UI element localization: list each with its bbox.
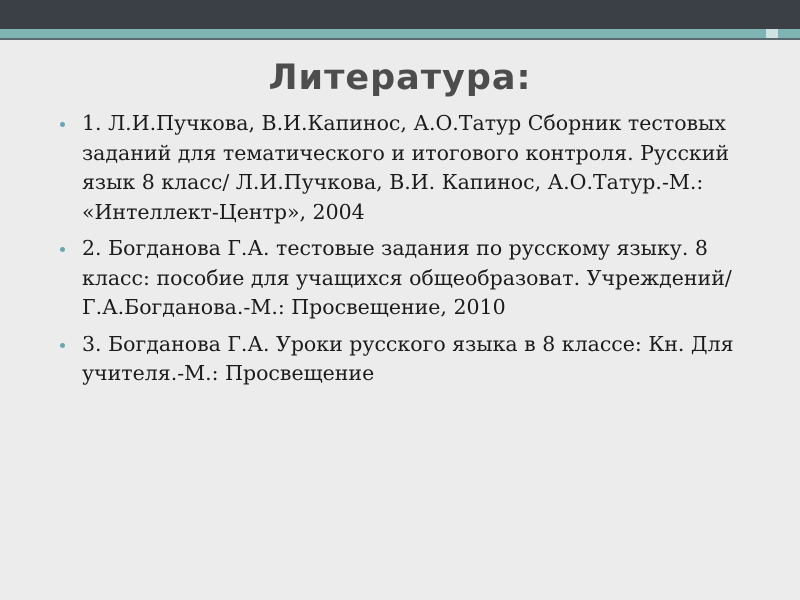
bullet-icon [60,122,65,127]
list-item-text: 2. Богданова Г.А. тестовые задания по русскому языку. 8 класс: пособие для учащихся общеобразоват. Учреждений/Г.А.Богданова.-М.: Просвещение, 2010 [82,236,732,319]
list-item-text: 1. Л.И.Пучкова, В.И.Капинос, А.О.Татур Сборник тестовых заданий для тематического и итогового контроля. Русский язык 8 класс/ Л.И.Пучкова, В.И. Капинос, А.О.Татур.-М.: «Интеллект-Центр», 2004 [82,111,730,224]
list-item [60,109,740,227]
bullet-icon [60,247,65,252]
divider-line [0,38,800,40]
list-item-text: 3. Богданова Г.А. Уроки русского языка в 8 классе: Кн. Для учителя.-М.: Просвещение [82,331,734,385]
header-bar [0,0,800,29]
bibliography-list [60,109,740,396]
accent-stripe [0,29,800,38]
list-item [60,330,740,389]
accent-marker [766,29,778,38]
bullet-icon [60,343,65,348]
slide-title: Литература: [268,58,532,98]
list-item [60,234,740,323]
